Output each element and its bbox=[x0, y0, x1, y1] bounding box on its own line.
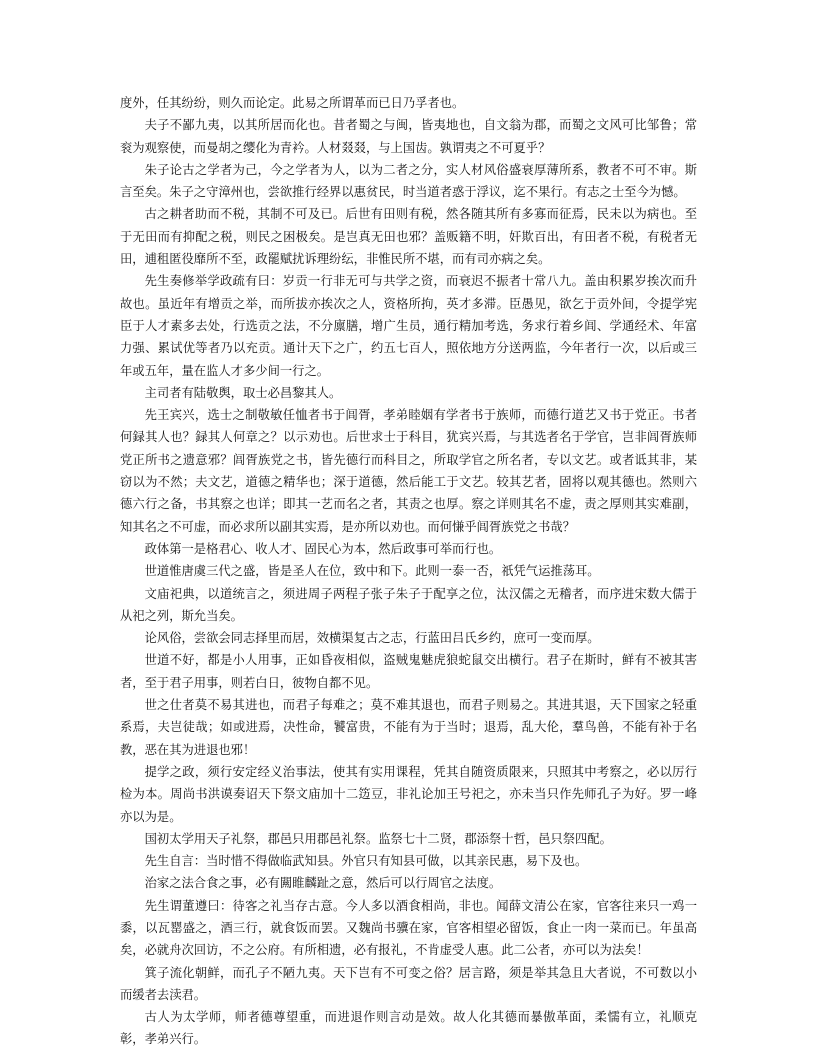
paragraph-11: 论风俗，尝欲会同志择里而居，效横渠复古之志，行蓝田吕氏乡约，庶可一变而厚。 bbox=[144, 631, 600, 646]
paragraph-17: 治家之法合食之事，必有闗睢麟趾之意，然后可以行周官之法度。 bbox=[144, 876, 502, 891]
paragraph-7: 先王宾兴，选士之制敬敏任恤者书于闾胥，孝弟睦姻有学者书于族师，而德行道艺又书于党正。书者何録其人也？録其人何章之？以示劝也。后世求士于科目，犹宾兴焉，与其选者名于学官，岂非闾胥族师党正所书之遗意邪？闾胥族党之书，皆先德行而科目之，所取学官之所名者，专以文艺。或者诋其非，某窃以为不然；夫文艺，道德之精华也；深于道德，然后能工于文艺。较其艺者，固将以观其德也。然则六德六行之备，书其察之也详；即其一艺而名之者，其责之也厚。察之详则其名不虚，责之厚则其实难副，知其名之不可虚，而必求所以副其实焉，是亦所以劝也。而何慊乎闾胥族党之书哉？ bbox=[120, 408, 697, 534]
paragraph-1: 度外，任其纷纷，则久而论定。此易之所谓革而已日乃孚者也。 bbox=[120, 96, 465, 110]
document-page bbox=[120, 92, 697, 1051]
paragraph-8: 政体第一是格君心、收人才、固民心为本，然后政事可举而行也。 bbox=[144, 541, 502, 556]
paragraph-20: 古人为太学师，师者德尊望重，而进退作则言动是效。故人化其德而暴傲革面，柔懦有立，礼顺克彰，孝弟兴行。 bbox=[120, 1010, 697, 1047]
paragraph-5: 先生奏修举学政疏有曰：岁贡一行非无可与共学之资，而衰迟不振者十常八九。盖由积累岁挨次而升故也。虽近年有增贡之举，而所拔亦挨次之人，资格所拘，英才多滞。臣愚见，欲乞于贡外间，令提学宪臣于人才素多去处，行选贡之法，不分廪膳，增广生员，通行精加考选，务求行着乡闾、学通经术、年富力强、累试优等者乃以充贡。通计天下之广，约五七百人，照依地方分送两监，今年者行一次，以后或三年或五年，量在监人才多少间一行之。 bbox=[120, 274, 697, 378]
paragraph-2: 夫子不鄙九夷，以其所居而化也。昔者蜀之与闽，皆夷地也，自文翁为郡，而蜀之文风可比邹鲁；常衮为观察使，而曼胡之缨化为青衿。人材叕叕，与上国齿。孰谓夷之不可夏乎？ bbox=[120, 118, 697, 155]
paragraph-3: 朱子论古之学者为己，今之学者为人，以为二者之分，实人材风俗盛衰厚薄所系，教者不可不审。斯言至矣。朱子之守漳州也，尝欲推行经界以惠贫民，时当道者惑于浮议，迄不果行。有志之士至今为憾。 bbox=[120, 162, 697, 200]
paragraph-14: 提学之政，须行安定经义治事法，使其有实用课程，凭其自随资质限来，只照其中考察之，必以厉行检为本。周尚书洪谟奏诏天下祭文庙加十二笾豆，非礼论加王号祀之，亦未当只作先师孔子为好。罗一峰亦以为是。 bbox=[120, 764, 697, 824]
paragraph-10: 文庙祀典，以道统言之，须进周子两程子张子朱子于配享之位，汰汉儒之无稽者，而序进宋数大儒于从祀之列，斯允当矣。 bbox=[120, 586, 697, 623]
paragraph-16: 先生自言：当时惜不得做临武知县。外官只有知县可做，以其亲民惠，易下及也。 bbox=[144, 854, 588, 869]
paragraph-19: 箕子流化朝鲜，而孔子不陋九夷。天下岂有不可变之俗？居言路，须是举其急且大者说，不可数以小而缓者去渎君。 bbox=[120, 965, 697, 1002]
paragraph-18: 先生谓董遵曰：待客之礼当存古意。今人多以酒食相尚，非也。闻薛文清公在家，官客往来只一鸡一黍，以瓦罂盛之，酒三行，就食饭而罢。又魏尚书骥在家，官客相望必留饭，食止一肉一菜而已。年虽高矣，必就舟次回访，不之公府。有所相遗，必有报礼，不肯虚受人惠。此二公者，亦可以为法矣！ bbox=[120, 898, 697, 958]
paragraph-6: 主司者有陆敬舆，取士必昌黎其人。 bbox=[144, 385, 342, 400]
paragraph-13: 世之仕者莫不易其进也，而君子每难之；莫不难其退也，而君子则易之。其进其退，天下国家之轻重系焉，夫岂徒哉；如或进焉，决性命，饕富贵，不能有为于当时；退焉，乱大伦，羣鸟兽，不能有补于名教，恶在其为进退也邪！ bbox=[120, 698, 697, 757]
paragraph-4: 古之耕者助而不税，其制不可及已。后世有田则有税，然各随其所有多寡而征焉，民未以为病也。至于无田而有抑配之税，则民之困极矣。是岂真无田也邪？盖贩籍不明，奸欺百出，有田者不税，有税者无田，逋租匿役靡所不至，政罷赋扰诉理纷纭，非惟民所不堪，而有司亦病之矣。 bbox=[120, 207, 697, 267]
paragraph-15: 国初太学用天子礼祭，郡邑只用郡邑礼祭。监祭七十二贤，郡添祭十哲，邑只祭四配。 bbox=[144, 831, 612, 846]
paragraph-12: 世道不好，都是小人用事，正如昏夜相似，盗贼鬼魅虎狼蛇鼠交出横行。君子在斯时，鲜有不被其害者，至于君子用事，则若白日，彼物自都不见。 bbox=[120, 653, 697, 690]
paragraph-9: 世道惟唐虞三代之盛，皆是圣人在位，致中和下。此则一泰一否，祇凭气运推荡耳。 bbox=[144, 564, 600, 579]
